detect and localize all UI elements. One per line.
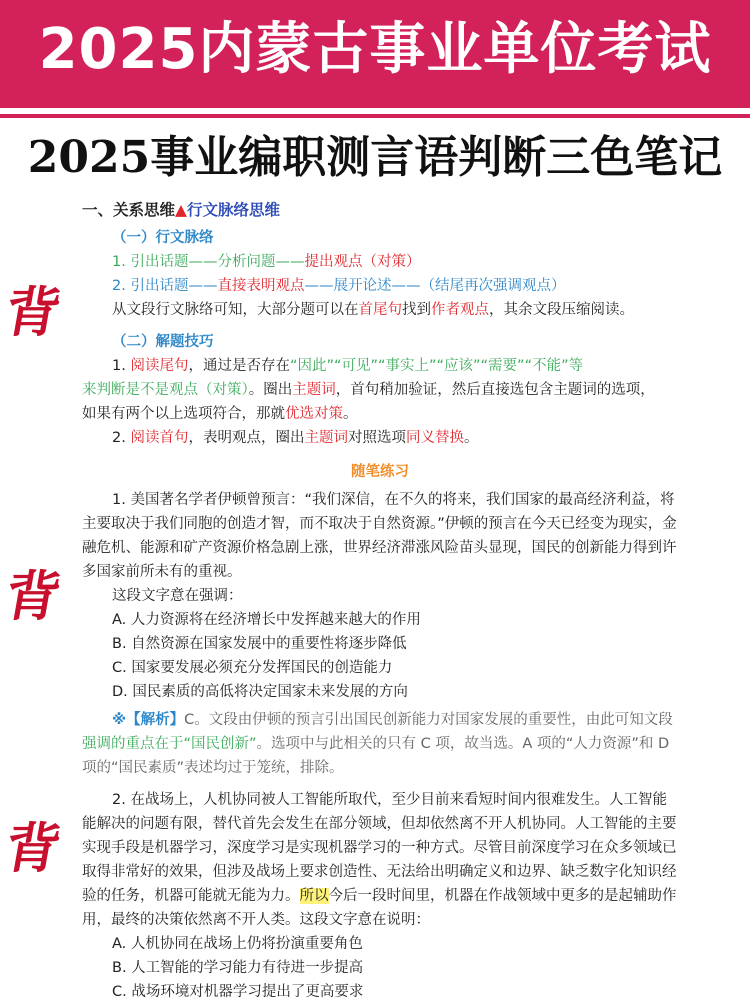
flow-line-1: 1. 引出话题——分析问题——提出观点（对策）: [112, 254, 421, 270]
question-1-option-d: D. 国民素质的高低将决定国家未来发展的方向: [112, 684, 408, 700]
subsection-title-2: （二）解题技巧: [112, 334, 214, 350]
banner-underline: [0, 114, 750, 118]
tip1-line-3: 如果有两个以上选项符合，那就优选对策。: [82, 406, 358, 422]
analysis-tag: ※【解析】: [112, 712, 185, 728]
question-2-option-a: A. 人机协同在战场上仍将扮演重要角色: [112, 936, 363, 952]
side-mark-1: 背: [0, 280, 66, 344]
heading-part-b: 行文脉络思维: [186, 201, 280, 219]
question-1-option-a: A. 人力资源将在经济增长中发挥越来越大的作用: [112, 612, 421, 628]
practice-title: 随笔练习: [351, 464, 409, 480]
heading-part-a: 一、关系思维: [82, 201, 176, 219]
question-1-prompt: 这段文字意在强调：: [112, 588, 243, 604]
section-heading: [82, 196, 678, 226]
side-mark-2: 背: [0, 564, 66, 628]
question-2-option-b: B. 人工智能的学习能力有待进一步提高: [112, 960, 364, 976]
question-1-analysis: ※【解析】C。文段由伊顿的预言引出国民创新能力对国家发展的重要性，由此可知文段强调的重点在于“国民创新”。选项中与此相关的只有 C 项，故当选。A 项的“人力资源”和 D 项的“国民素质”表述均过于笼统，排除。: [82, 712, 673, 776]
notes-content: [82, 196, 678, 1004]
flow-line-3: 从文段行文脉络可知，大部分题可以在首尾句找到作者观点，其余文段压缩阅读。: [112, 302, 634, 318]
banner-title: 2025内蒙古事业单位考试: [38, 17, 712, 82]
tip1-line-1: 1. 阅读尾句，通过是否存在“因此”“可见”“事实上”“应该”“需要”“不能”等: [112, 358, 584, 374]
question-2-option-c: C. 战场环境对机器学习提出了更高要求: [112, 984, 364, 1000]
tip1-line-2: 来判断是不是观点（对策）。圈出主题词，首句稍加验证，然后直接选包含主题词的选项，: [82, 382, 655, 398]
header-banner: [0, 0, 750, 108]
triangle-icon: ▲: [175, 201, 187, 219]
question-1-option-b: B. 自然资源在国家发展中的重要性将逐步降低: [112, 636, 407, 652]
subsection-title-1: （一）行文脉络: [112, 230, 214, 246]
question-1-option-c: C. 国家要发展必须充分发挥国民的创造能力: [112, 660, 393, 676]
highlight-marker: 所以: [299, 888, 329, 904]
question-2-stem: 2. 在战场上，人机协同被人工智能所取代，至少目前来看短时间内很难发生。人工智能能解决的问题有限，替代首先会发生在部分领域，但却依然离不开人机协同。人工智能的主要实现手段是机器学习，深度学习是实现机器学习的一种方式。尽管目前深度学习在众多领域已取得非常好的效果，但涉及战场上要求创造性、无法给出明确定义和边界、缺乏数字化知识经验的任务，机器可能就无能为力。所以今后一段时间里，机器在作战领域中更多的是起辅助作用，最终的决策依然离不开人类。这段文字意在说明：: [82, 792, 677, 928]
question-1-stem: 1. 美国著名学者伊顿曾预言：“我们深信，在不久的将来，我们国家的最高经济利益，将主要取决于我们同胞的创造才智，而不取决于自然资源。”伊顿的预言在今天已经变为现实，金融危机、能源和矿产资源价格急剧上涨，世界经济滞涨风险苗头显现，国民的创新能力得到许多国家前所未有的重视。: [82, 492, 677, 580]
side-mark-3: 背: [0, 816, 66, 880]
document-subtitle: 2025事业编职测言语判断三色笔记: [27, 132, 723, 183]
tip2-line: 2. 阅读首句，表明观点，圈出主题词对照选项同义替换。: [112, 430, 479, 446]
flow-line-2: 2. 引出话题——直接表明观点——展开论述——（结尾再次强调观点）: [112, 278, 566, 294]
